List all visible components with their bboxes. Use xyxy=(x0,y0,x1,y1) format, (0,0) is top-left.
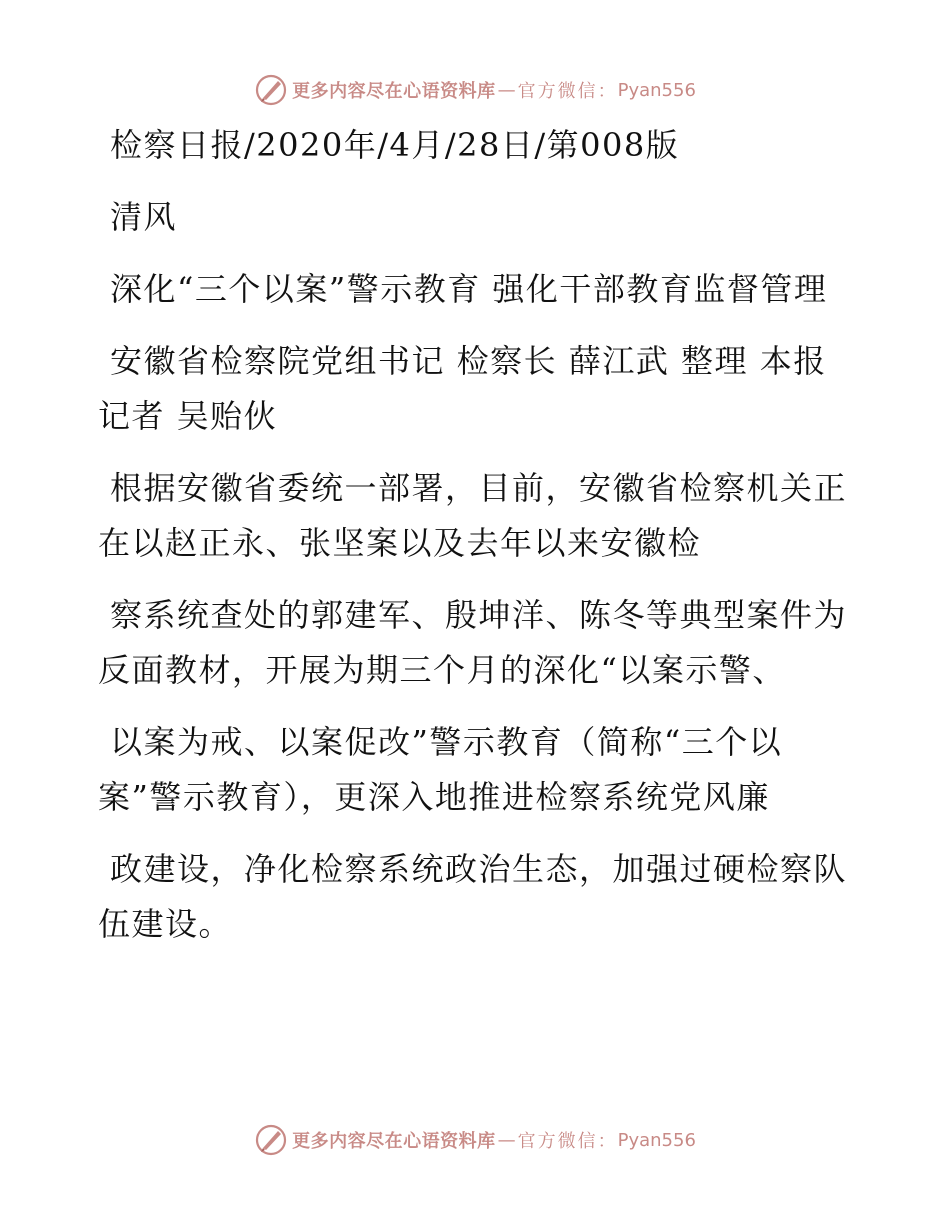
article-paragraph: 政建设，净化检察系统政治生态，加强过硬检察队伍建设。 xyxy=(98,850,848,943)
watermark-header xyxy=(0,70,950,110)
article-paragraph: 察系统查处的郭建军、殷坤洋、陈冬等典型案件为反面教材，开展为期三个月的深化“以案示警、 xyxy=(98,596,848,689)
watermark-text: 更多内容尽在心语资料库 xyxy=(292,1131,496,1152)
article-byline: 检察日报/2020年/4月/28日/第008版 xyxy=(110,126,680,164)
watermark-label: 官方微信： xyxy=(517,1131,618,1152)
quill-pen-logo-icon xyxy=(254,1123,288,1157)
watermark-footer xyxy=(0,1120,950,1160)
watermark-wechat-id: Pyan556 xyxy=(617,79,696,101)
watermark-separator: — xyxy=(497,1129,516,1151)
article-body xyxy=(98,118,848,952)
watermark-text: 更多内容尽在心语资料库 xyxy=(292,81,496,102)
article-paragraph: 以案为戒、以案促改”警示教育（简称“三个以案”警示教育），更深入地推进检察系统党风廉 xyxy=(98,723,783,816)
article-title: 深化“三个以案”警示教育 强化干部教育监督管理 xyxy=(110,270,828,308)
article-paragraph: 根据安徽省委统一部署，目前，安徽省检察机关正在以赵正永、张坚案以及去年以来安徽检 xyxy=(98,469,848,562)
quill-pen-logo-icon xyxy=(254,73,288,107)
watermark-label: 官方微信： xyxy=(517,81,618,102)
watermark-wechat-id: Pyan556 xyxy=(617,1129,696,1151)
watermark-separator: — xyxy=(497,79,516,101)
article-author: 安徽省检察院党组书记 检察长 薛江武 整理 本报记者 吴贻伙 xyxy=(98,342,827,435)
article-column: 清风 xyxy=(110,198,178,236)
